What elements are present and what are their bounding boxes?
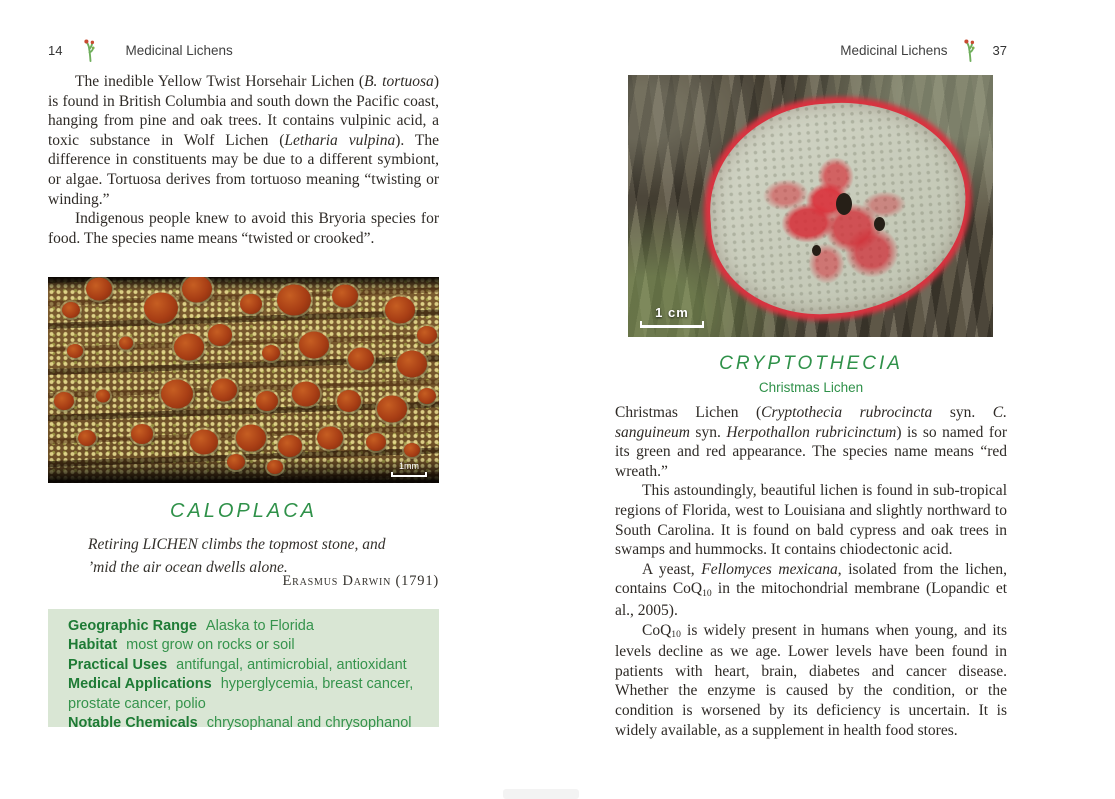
apothecium-disc: [174, 334, 204, 361]
apothecium-disc: [86, 278, 112, 301]
info-row-practical-uses: [68, 656, 429, 675]
apothecium-disc: [96, 390, 110, 403]
apothecium-disc: [317, 426, 343, 449]
apothecium-disc: [144, 292, 178, 323]
species-info-box: [48, 609, 439, 732]
apothecium-disc: [78, 430, 96, 446]
left-body-text: [48, 72, 439, 248]
apothecium-disc: [62, 302, 80, 318]
apothecium-disc: [292, 382, 320, 407]
apothecium-disc: [227, 454, 245, 470]
left-paragraph-1: The inedible Yellow Twist Horsehair Lichen (B. tortuosa) is found in British Columbia and south down the Pacific coast, hanging from pine and oak trees. It contains vulpinic acid, a toxic substance in Wolf Lichen (Letharia vulpina). The difference in constituents may be due to a different symbiont, or algae. Tortuosa derives from tortuoso meaning “twisting or winding.”: [48, 73, 439, 208]
info-label: Notable Chemicals: [68, 715, 198, 732]
apothecium-disc: [397, 350, 427, 377]
apothecium-disc: [190, 429, 218, 454]
apothecium-disc: [417, 326, 437, 344]
apothecium-disc: [404, 443, 420, 457]
apothecium-disc: [240, 294, 262, 314]
info-value: antifungal, antimicrobial, antioxidant: [176, 656, 407, 673]
apothecium-disc: [161, 380, 193, 409]
apothecium-disc: [119, 336, 133, 349]
apothecium-disc: [278, 435, 302, 457]
right-paragraph-3: A yeast, Fellomyces mexicana, isolated from the lichen, contains CoQ$_{10}$ in the mitochondrial membrane (Lopandic et al., 2005).: [615, 560, 1008, 619]
left-paragraph-2: Indigenous people knew to avoid this Bryoria species for food. The species name means “twisted or crooked”.: [48, 210, 439, 247]
info-row-geographic-range: [68, 617, 429, 636]
info-value: Alaska to Florida: [205, 618, 314, 634]
apothecium-disc: [211, 379, 237, 402]
info-label: Geographic Range: [68, 618, 197, 634]
right-figure-scale-label: 1 cm: [655, 305, 689, 320]
apothecium-disc: [267, 460, 283, 474]
epigraph-attribution: Erasmus Darwin (1791): [282, 573, 439, 589]
left-figure-scale-label: 1mm: [399, 461, 419, 471]
apothecium-disc: [277, 284, 311, 315]
right-figure-scale-bar: [640, 305, 704, 328]
bark-hole: [874, 217, 885, 231]
right-paragraph-2: This astoundingly, beautiful lichen is found in sub-tropical regions of Florida, west to Louisiana and slightly northward to South Carolina. It is found on bald cypress and oak trees in swamps and hummocks. It contains chiodectonic acid.: [615, 482, 1007, 559]
apothecium-disc: [131, 424, 153, 444]
right-paragraph-1: Christmas Lichen (Cryptothecia rubrocincta syn. C. sanguineum syn. Herpothallon rubricinctum) is so named for its green and red appearance. The species name means “red wreath.”: [615, 404, 1007, 480]
right-section-heading: CRYPTOTHECIA: [719, 353, 903, 374]
epigraph-quote: Retiring LICHEN climbs the topmost stone, and ’mid the air ocean dwells alone.: [88, 536, 386, 576]
apothecium-disc: [182, 277, 212, 303]
info-value: most grow on rocks or soil: [126, 637, 295, 654]
apothecium-disc: [299, 331, 329, 358]
apothecium-disc: [262, 345, 280, 361]
scale-bracket: [391, 472, 427, 477]
right-running-header-title: Medicinal Lichens: [840, 42, 948, 58]
apothecium-disc: [256, 391, 278, 411]
apothecium-disc: [366, 433, 386, 451]
left-running-header-title: Medicinal Lichens: [125, 42, 233, 58]
info-row-habitat: [68, 636, 429, 655]
info-row-notable-chemicals: [68, 714, 429, 733]
scale-bracket: [640, 321, 704, 328]
apothecium-disc: [54, 392, 74, 410]
apothecium-disc: [236, 424, 266, 451]
info-row-medical-applications: [68, 675, 429, 714]
left-section-heading: CALOPLACA: [169, 500, 318, 522]
right-body-text: [615, 403, 1007, 740]
right-section-subtitle: Christmas Lichen: [758, 380, 864, 395]
right-running-header: [615, 38, 1007, 62]
apothecium-disc: [385, 296, 415, 323]
apothecium-disc: [337, 390, 361, 412]
info-label: Medical Applications: [68, 676, 212, 693]
bark-hole: [836, 193, 852, 215]
info-value: chrysophanal and chrysophanol: [206, 715, 412, 732]
right-paragraph-4: CoQ$_{10}$ is widely present in humans when young, and its levels decline as we age. Lower levels have been found in patients with heart, brain, diabetes and cancer disease. Whether the enzyme is caused by the condition, or the condition is worsened by its deficiency is uncertain. It is widely available, as a supplement in health food stores.: [615, 621, 1007, 739]
info-label: Habitat: [68, 637, 118, 654]
left-running-header: [48, 38, 439, 62]
apothecium-disc: [348, 348, 374, 371]
left-figure-scale-bar: [391, 461, 427, 477]
apothecium-disc: [377, 395, 407, 422]
info-value: hyperglycemia, breast cancer, prostate cancer, polio: [68, 676, 414, 712]
info-label: Practical Uses: [68, 656, 168, 673]
apothecium-disc: [208, 324, 232, 346]
left-page-number: 14: [48, 42, 63, 58]
bark-hole: [812, 245, 821, 256]
right-page-number: 37: [992, 42, 1007, 58]
lichen-icon: [82, 38, 99, 62]
apothecium-disc: [418, 388, 436, 404]
cryptothecia-photo: [628, 75, 993, 337]
apothecium-disc: [332, 284, 358, 307]
caloplaca-photo: [48, 277, 439, 483]
apothecium-disc: [67, 344, 83, 358]
page-edge-artifact: [503, 789, 579, 799]
lichen-icon: [962, 38, 979, 62]
